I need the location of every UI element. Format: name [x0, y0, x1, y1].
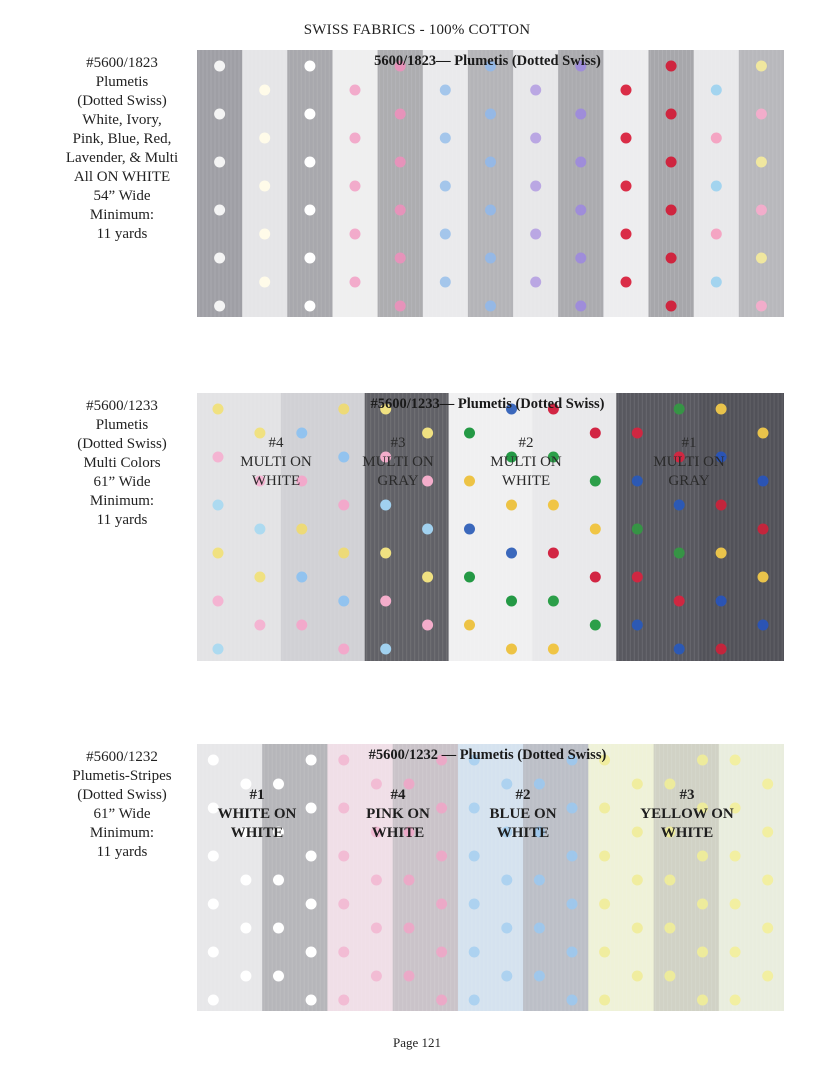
description-line: White, Ivory, [82, 112, 162, 128]
page-number: Page 121 [392, 1035, 442, 1050]
variant-line: #4 [268, 435, 284, 451]
fabric-sheen [197, 50, 784, 317]
variant-line: WHITE [251, 473, 301, 489]
description-line: Minimum: [89, 207, 155, 223]
variant-line: GRAY [668, 473, 710, 489]
variant-line: WHITE [230, 825, 284, 841]
description-line: (Dotted Swiss) [77, 93, 167, 109]
description-line: #5600/1232 [86, 749, 158, 765]
product-description-5600-1233 [55, 397, 189, 530]
description-line: 11 yards [96, 512, 148, 528]
variant-label [471, 434, 581, 491]
variant-label [343, 434, 453, 491]
description-line: Plumetis [95, 417, 149, 433]
variant-line: WHITE [496, 825, 550, 841]
description-line: (Dotted Swiss) [77, 436, 167, 452]
description-line: 61” Wide [93, 474, 151, 490]
description-line: Plumetis-Stripes [72, 768, 172, 784]
description-line: 11 yards [96, 226, 148, 242]
description-line: All ON WHITE [73, 169, 171, 185]
variant-label [343, 786, 453, 843]
description-line: Lavender, & Multi [65, 150, 179, 166]
variant-line: #3 [679, 787, 695, 803]
variant-line: #1 [249, 787, 265, 803]
variant-line: WHITE ON [217, 806, 297, 822]
variant-line: BLUE ON [489, 806, 557, 822]
product-description-5600-1823 [55, 54, 189, 244]
variant-line: MULTI ON [240, 454, 312, 470]
swatch-image [197, 744, 784, 1011]
description-line: #5600/1823 [86, 55, 158, 71]
swatch-label: #5600/1233— Plumetis (Dotted Swiss) [370, 396, 605, 412]
description-line: Minimum: [89, 825, 155, 841]
variant-line: #2 [515, 787, 531, 803]
description-line: #5600/1233 [86, 398, 158, 414]
variant-label [468, 786, 578, 843]
swatch-image [197, 50, 784, 317]
variant-line: #3 [390, 435, 406, 451]
variant-line: WHITE [660, 825, 714, 841]
description-line: Minimum: [89, 493, 155, 509]
variant-label [202, 786, 312, 843]
fabric-swatch-5600-1232 [197, 744, 784, 1011]
swatch-label: #5600/1232 — Plumetis (Dotted Swiss) [368, 747, 607, 763]
swatch-label: 5600/1823— Plumetis (Dotted Swiss) [374, 53, 601, 69]
variant-line: #2 [518, 435, 534, 451]
description-line: Plumetis [95, 74, 149, 90]
variant-line: #4 [390, 787, 406, 803]
description-line: 61” Wide [93, 806, 151, 822]
variant-label [221, 434, 331, 491]
page-title: SWISS FABRICS - 100% COTTON [303, 22, 531, 38]
variant-line: WHITE [371, 825, 425, 841]
variant-line: MULTI ON [653, 454, 725, 470]
variant-line: YELLOW ON [640, 806, 734, 822]
variant-line: #1 [681, 435, 697, 451]
description-line: (Dotted Swiss) [77, 787, 167, 803]
fabric-swatch-5600-1233 [197, 393, 784, 661]
description-line: 54” Wide [93, 188, 151, 204]
variant-label [634, 434, 744, 491]
variant-line: GRAY [377, 473, 419, 489]
description-line: Pink, Blue, Red, [72, 131, 172, 147]
fabric-swatch-5600-1823 [197, 50, 784, 317]
variant-line: WHITE [501, 473, 551, 489]
variant-line: MULTI ON [362, 454, 434, 470]
variant-label [617, 786, 757, 843]
description-line: 11 yards [96, 844, 148, 860]
variant-line: MULTI ON [490, 454, 562, 470]
description-line: Multi Colors [83, 455, 161, 471]
product-description-5600-1232 [55, 748, 189, 862]
fabric-sheen [197, 744, 784, 1011]
variant-line: PINK ON [366, 806, 430, 822]
